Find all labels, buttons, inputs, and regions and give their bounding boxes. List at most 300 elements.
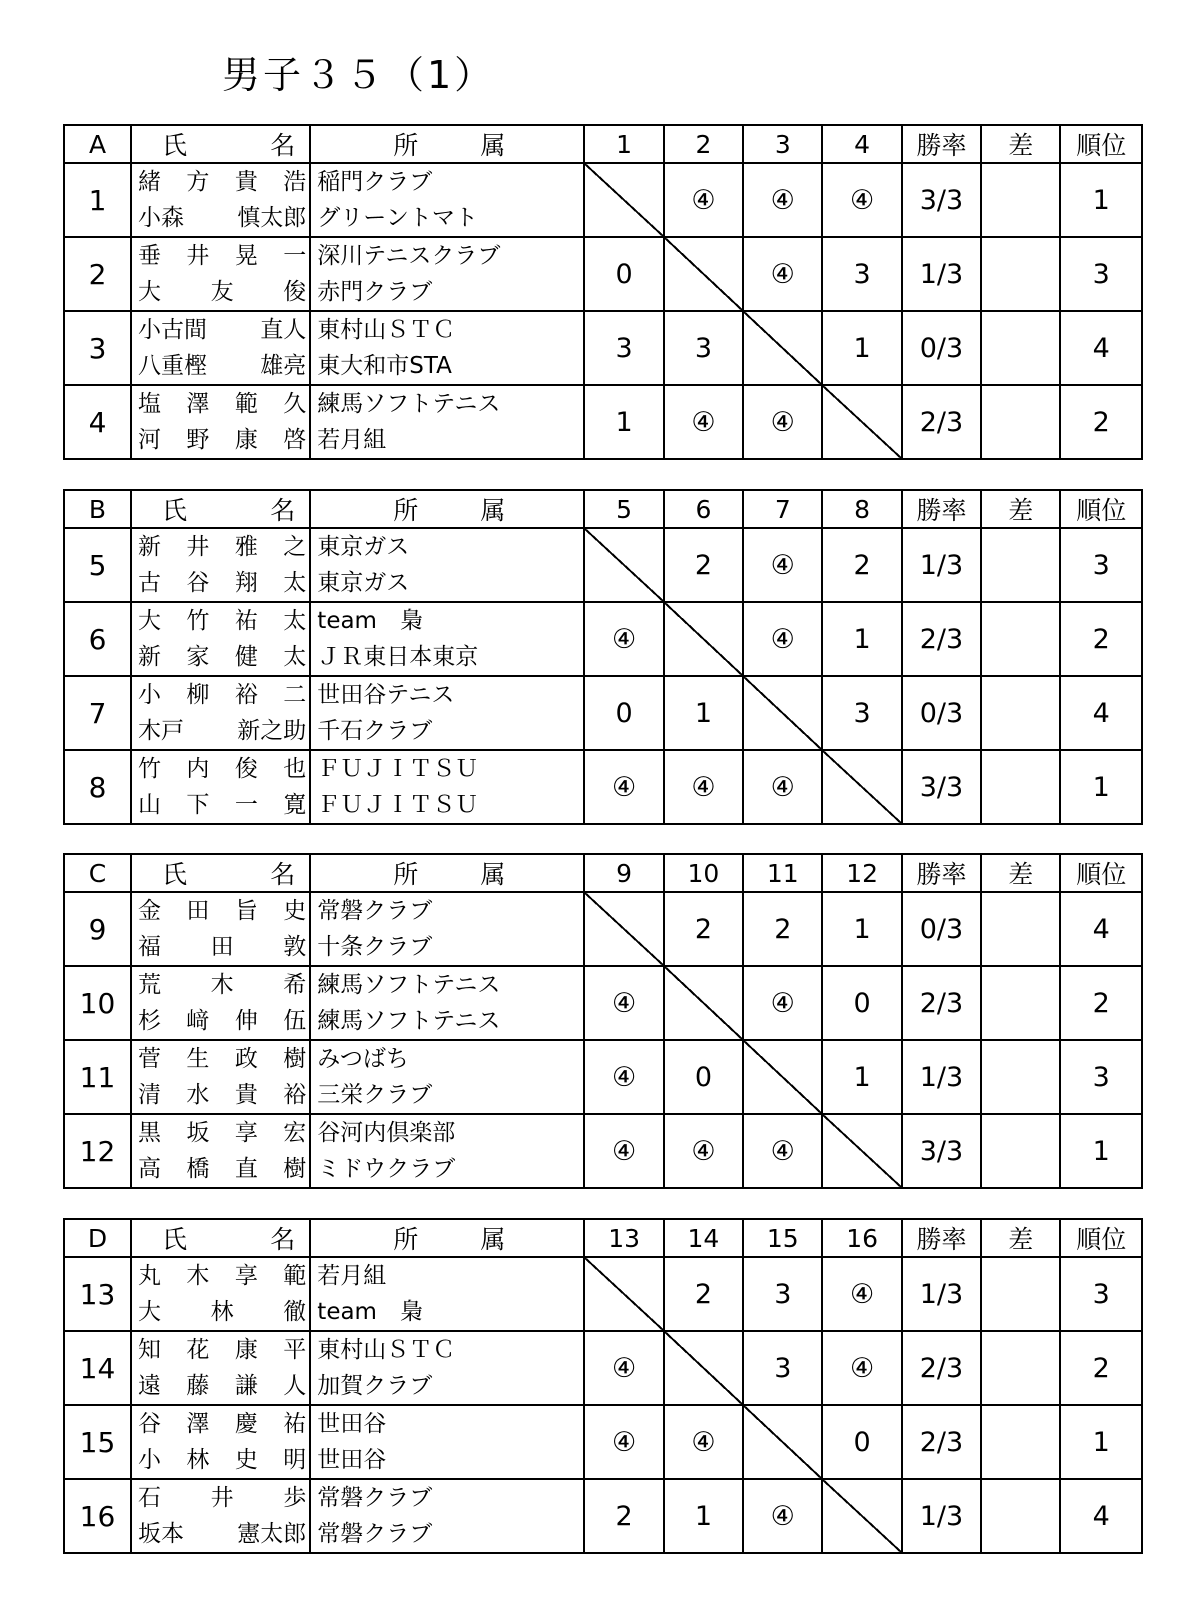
- affiliation: 深川テニスクラブ: [317, 243, 501, 269]
- affiliation: みつばち: [317, 1046, 409, 1072]
- name-part: 伍: [283, 1008, 307, 1034]
- affiliation: 世田谷: [317, 1411, 387, 1437]
- name-part: 谷: [137, 1411, 161, 1437]
- affiliation: 稲門クラブ: [317, 169, 433, 195]
- affiliation: 十条クラブ: [317, 934, 433, 960]
- name-header: [131, 490, 310, 528]
- pair-affiliations: [310, 163, 584, 237]
- match-result: 0: [822, 966, 901, 1040]
- group-table-d: [63, 1218, 1143, 1554]
- player-name: [132, 1516, 309, 1552]
- pair-names: [131, 676, 310, 750]
- pair-number: 13: [64, 1257, 131, 1331]
- name-part: 井: [210, 1485, 234, 1511]
- affiliation: 練馬ソフトテニス: [317, 391, 501, 417]
- name-part: 史: [283, 898, 307, 924]
- name-part: 享: [234, 1263, 258, 1289]
- pair-names: [131, 311, 310, 385]
- affiliation: 練馬ソフトテニス: [317, 1008, 501, 1034]
- group-label: C: [64, 854, 131, 892]
- player-name: [132, 1077, 309, 1113]
- rank-header: 順位: [1060, 490, 1142, 528]
- win-rate: 3/3: [902, 1114, 981, 1188]
- name-header: [131, 854, 310, 892]
- pair-names: [131, 1114, 310, 1188]
- diff-value: [981, 1040, 1060, 1114]
- name-part: 﨑: [186, 1008, 210, 1034]
- match-result: 1: [822, 602, 901, 676]
- name-part: 貴: [234, 1082, 258, 1108]
- player-row: [64, 1331, 1142, 1405]
- affiliation: team 梟: [317, 1299, 423, 1325]
- win-rate: 1/3: [902, 1479, 981, 1553]
- opponent-col-header: 7: [743, 490, 822, 528]
- player-name: [132, 274, 309, 310]
- player-name: [132, 677, 309, 713]
- affiliation: グリーントマト: [317, 205, 478, 231]
- win-rate: 2/3: [902, 385, 981, 459]
- player-name: [132, 1294, 309, 1330]
- name-header-b: 名: [270, 1225, 296, 1254]
- pair-number: 6: [64, 602, 131, 676]
- name-part: 希: [283, 972, 307, 998]
- name-part: 小古間: [137, 317, 207, 343]
- win-rate: 2/3: [902, 1331, 981, 1405]
- name-part: 竹: [186, 608, 210, 634]
- match-result: 1: [584, 385, 663, 459]
- name-part: 荒: [137, 972, 161, 998]
- diff-value: [981, 676, 1060, 750]
- pair-number: 9: [64, 892, 131, 966]
- diff-header: 差: [981, 490, 1060, 528]
- match-result: ④: [584, 966, 663, 1040]
- name-part: 生: [186, 1046, 210, 1072]
- player-name: [132, 348, 309, 384]
- name-part: 家: [186, 644, 210, 670]
- name-part: 小: [137, 1447, 161, 1473]
- affiliation-header-b: 属: [480, 131, 506, 160]
- header-row: [64, 854, 1142, 892]
- pair-affiliations: [310, 676, 584, 750]
- name-part: 二: [283, 682, 307, 708]
- affiliation-header-a: 所: [393, 860, 419, 889]
- name-part: 平: [283, 1337, 307, 1363]
- pair-number: 11: [64, 1040, 131, 1114]
- pair-affiliations: [310, 1257, 584, 1331]
- match-result: 2: [664, 528, 743, 602]
- name-part: 慶: [234, 1411, 258, 1437]
- name-part: 方: [186, 169, 210, 195]
- match-result: ④: [664, 385, 743, 459]
- name-part: 一: [283, 243, 307, 269]
- player-row: [64, 311, 1142, 385]
- name-part: 塩: [137, 391, 161, 417]
- name-part: 野: [186, 427, 210, 453]
- match-result: ④: [664, 1114, 743, 1188]
- name-part: 坂本: [137, 1521, 184, 1547]
- rank-value: 2: [1060, 966, 1142, 1040]
- opponent-col-header: 6: [664, 490, 743, 528]
- name-part: 新: [137, 534, 161, 560]
- name-part: 橋: [186, 1156, 210, 1182]
- affiliation: ＪＲ東日本東京: [317, 644, 479, 670]
- pair-names: [131, 966, 310, 1040]
- player-row: [64, 966, 1142, 1040]
- opponent-col-header: 13: [584, 1219, 663, 1257]
- player-row: [64, 1479, 1142, 1553]
- diff-header: 差: [981, 125, 1060, 163]
- player-name: [132, 422, 309, 458]
- player-name: [132, 1332, 309, 1368]
- name-header-a: 氏: [161, 1225, 187, 1254]
- name-part: 慎太郎: [237, 205, 307, 231]
- match-result: 1: [822, 1040, 901, 1114]
- group-table-c: [63, 853, 1143, 1189]
- pair-names: [131, 750, 310, 824]
- match-result: 3: [664, 311, 743, 385]
- name-part: 一: [234, 792, 258, 818]
- name-part: 範: [234, 391, 258, 417]
- name-part: 八重樫: [137, 353, 207, 379]
- pair-names: [131, 385, 310, 459]
- pair-names: [131, 602, 310, 676]
- name-part: 人: [283, 1373, 307, 1399]
- match-result: 3: [584, 311, 663, 385]
- match-result: 1: [822, 311, 901, 385]
- affiliation: 常磐クラブ: [317, 1485, 433, 1511]
- match-result: ④: [584, 1405, 663, 1479]
- affiliation: 常磐クラブ: [317, 1521, 433, 1547]
- opponent-col-header: 16: [822, 1219, 901, 1257]
- affiliation: 練馬ソフトテニス: [317, 972, 501, 998]
- diff-value: [981, 163, 1060, 237]
- name-part: 木: [210, 972, 234, 998]
- diagonal-cell: [822, 1114, 901, 1188]
- match-result: ④: [584, 1331, 663, 1405]
- name-part: 直人: [260, 317, 307, 343]
- affiliation: 東村山ＳＴＣ: [317, 1337, 456, 1363]
- rank-value: 3: [1060, 1040, 1142, 1114]
- name-part: 雄亮: [260, 353, 307, 379]
- match-result: ④: [743, 1114, 822, 1188]
- player-row: [64, 892, 1142, 966]
- group-table-a: [63, 124, 1143, 460]
- name-part: 藤: [186, 1373, 210, 1399]
- name-part: 俊: [234, 756, 258, 782]
- affiliation: 谷河内倶楽部: [317, 1120, 456, 1146]
- match-result: 2: [664, 1257, 743, 1331]
- player-name: [132, 713, 309, 749]
- rank-value: 4: [1060, 676, 1142, 750]
- diff-value: [981, 892, 1060, 966]
- diagonal-cell: [822, 385, 901, 459]
- pair-names: [131, 528, 310, 602]
- diagonal-cell: [743, 311, 822, 385]
- win-rate: 1/3: [902, 528, 981, 602]
- win-rate-header: 勝率: [902, 854, 981, 892]
- match-result: ④: [584, 1040, 663, 1114]
- player-row: [64, 1257, 1142, 1331]
- opponent-col-header: 5: [584, 490, 663, 528]
- name-header-a: 氏: [161, 496, 187, 525]
- player-row: [64, 385, 1142, 459]
- affiliation: 三栄クラブ: [317, 1082, 433, 1108]
- player-name: [132, 603, 309, 639]
- name-part: 敦: [283, 934, 307, 960]
- name-part: 杉: [137, 1008, 161, 1034]
- name-part: 裕: [234, 682, 258, 708]
- diagonal-cell: [664, 1331, 743, 1405]
- name-part: 花: [186, 1337, 210, 1363]
- pair-names: [131, 1257, 310, 1331]
- diff-value: [981, 528, 1060, 602]
- affiliation-header-b: 属: [480, 860, 506, 889]
- name-part: 小森: [137, 205, 184, 231]
- pair-affiliations: [310, 966, 584, 1040]
- rank-value: 1: [1060, 163, 1142, 237]
- player-row: [64, 1405, 1142, 1479]
- player-name: [132, 565, 309, 601]
- diagonal-cell: [664, 966, 743, 1040]
- affiliation: 赤門クラブ: [317, 279, 433, 305]
- name-header: [131, 1219, 310, 1257]
- affiliation: 東大和市STA: [317, 353, 452, 379]
- name-part: 竹: [137, 756, 161, 782]
- win-rate: 0/3: [902, 311, 981, 385]
- rank-value: 4: [1060, 892, 1142, 966]
- diff-header: 差: [981, 854, 1060, 892]
- rank-value: 2: [1060, 602, 1142, 676]
- win-rate: 1/3: [902, 1257, 981, 1331]
- pair-names: [131, 1331, 310, 1405]
- affiliation-header: [310, 854, 584, 892]
- name-part: 康: [234, 427, 258, 453]
- player-name: [132, 200, 309, 236]
- win-rate: 2/3: [902, 602, 981, 676]
- affiliation: ミドウクラブ: [317, 1156, 456, 1182]
- opponent-col-header: 8: [822, 490, 901, 528]
- rank-header: 順位: [1060, 125, 1142, 163]
- match-result: ④: [664, 163, 743, 237]
- diff-value: [981, 602, 1060, 676]
- name-part: 坂: [186, 1120, 210, 1146]
- group-table-b: [63, 489, 1143, 825]
- win-rate: 2/3: [902, 966, 981, 1040]
- diagonal-cell: [822, 750, 901, 824]
- match-result: ④: [743, 237, 822, 311]
- affiliation: 若月組: [317, 427, 387, 453]
- opponent-col-header: 4: [822, 125, 901, 163]
- group-label: A: [64, 125, 131, 163]
- name-part: 祐: [283, 1411, 307, 1437]
- match-result: ④: [584, 602, 663, 676]
- opponent-col-header: 14: [664, 1219, 743, 1257]
- player-name: [132, 967, 309, 1003]
- match-result: 3: [822, 676, 901, 750]
- affiliation: 東京ガス: [317, 570, 410, 596]
- name-part: 太: [283, 644, 307, 670]
- name-part: 貴: [234, 169, 258, 195]
- match-result: ④: [584, 750, 663, 824]
- pair-names: [131, 892, 310, 966]
- rank-value: 2: [1060, 1331, 1142, 1405]
- name-part: 福: [137, 934, 161, 960]
- player-name: [132, 1406, 309, 1442]
- diff-value: [981, 385, 1060, 459]
- diagonal-cell: [584, 1257, 663, 1331]
- affiliation: 加賀クラブ: [317, 1373, 433, 1399]
- match-result: 0: [584, 237, 663, 311]
- name-part: 金: [137, 898, 161, 924]
- win-rate-header: 勝率: [902, 125, 981, 163]
- name-part: 清: [137, 1082, 161, 1108]
- group-label: B: [64, 490, 131, 528]
- pair-affiliations: [310, 602, 584, 676]
- name-part: 新之助: [237, 718, 307, 744]
- diff-value: [981, 966, 1060, 1040]
- name-part: 遠: [137, 1373, 161, 1399]
- win-rate: 1/3: [902, 1040, 981, 1114]
- name-header-b: 名: [270, 496, 296, 525]
- name-part: 伸: [234, 1008, 258, 1034]
- opponent-col-header: 12: [822, 854, 901, 892]
- affiliation-header-a: 所: [393, 496, 419, 525]
- pair-names: [131, 163, 310, 237]
- name-part: 小: [137, 682, 161, 708]
- player-name: [132, 1258, 309, 1294]
- diff-value: [981, 1405, 1060, 1479]
- name-part: 水: [186, 1082, 210, 1108]
- match-result: 2: [743, 892, 822, 966]
- opponent-col-header: 9: [584, 854, 663, 892]
- match-result: 1: [822, 892, 901, 966]
- pair-affiliations: [310, 528, 584, 602]
- name-part: 之: [283, 534, 307, 560]
- name-part: 大: [137, 279, 161, 305]
- affiliation: 世田谷テニス: [317, 682, 455, 708]
- affiliation: 東村山ＳＴＣ: [317, 317, 456, 343]
- affiliation: ＦＵＪＩＴＳＵ: [317, 756, 479, 782]
- player-name: [132, 1480, 309, 1516]
- match-result: ④: [743, 966, 822, 1040]
- player-name: [132, 312, 309, 348]
- opponent-col-header: 3: [743, 125, 822, 163]
- rank-header: 順位: [1060, 854, 1142, 892]
- match-result: 0: [664, 1040, 743, 1114]
- diff-value: [981, 311, 1060, 385]
- rank-value: 4: [1060, 311, 1142, 385]
- pair-number: 5: [64, 528, 131, 602]
- affiliation: 常磐クラブ: [317, 898, 433, 924]
- rank-value: 3: [1060, 528, 1142, 602]
- pair-names: [131, 1040, 310, 1114]
- name-header-b: 名: [270, 860, 296, 889]
- match-result: 1: [664, 1479, 743, 1553]
- rank-value: 3: [1060, 237, 1142, 311]
- pair-number: 12: [64, 1114, 131, 1188]
- win-rate: 1/3: [902, 237, 981, 311]
- rank-value: 1: [1060, 1405, 1142, 1479]
- name-part: 澤: [186, 1411, 210, 1437]
- name-part: 下: [186, 792, 210, 818]
- player-name: [132, 164, 309, 200]
- name-part: 大: [137, 608, 161, 634]
- match-result: 2: [664, 892, 743, 966]
- name-part: 木戸: [137, 718, 184, 744]
- affiliation-header: [310, 1219, 584, 1257]
- pair-number: 14: [64, 1331, 131, 1405]
- affiliation-header-b: 属: [480, 1225, 506, 1254]
- pair-number: 1: [64, 163, 131, 237]
- name-part: 林: [186, 1447, 210, 1473]
- match-result: ④: [822, 1257, 901, 1331]
- opponent-col-header: 10: [664, 854, 743, 892]
- win-rate-header: 勝率: [902, 1219, 981, 1257]
- pair-names: [131, 1479, 310, 1553]
- diff-value: [981, 750, 1060, 824]
- player-name: [132, 1041, 309, 1077]
- diagonal-cell: [743, 1040, 822, 1114]
- match-result: ④: [664, 750, 743, 824]
- diff-value: [981, 1479, 1060, 1553]
- pair-number: 10: [64, 966, 131, 1040]
- affiliation: team 梟: [317, 608, 423, 634]
- name-part: 林: [210, 1299, 234, 1325]
- affiliation: 若月組: [317, 1263, 387, 1289]
- rank-value: 1: [1060, 1114, 1142, 1188]
- player-name: [132, 893, 309, 929]
- page-title: 男子３５（1）: [222, 53, 496, 97]
- affiliation-header: [310, 490, 584, 528]
- player-name: [132, 1368, 309, 1404]
- player-name: [132, 1115, 309, 1151]
- match-result: ④: [743, 528, 822, 602]
- name-part: 明: [283, 1447, 307, 1473]
- match-result: ④: [822, 163, 901, 237]
- diff-value: [981, 237, 1060, 311]
- affiliation-header-a: 所: [393, 1225, 419, 1254]
- rank-header: 順位: [1060, 1219, 1142, 1257]
- player-name: [132, 529, 309, 565]
- rank-value: 2: [1060, 385, 1142, 459]
- name-part: 旨: [234, 898, 258, 924]
- name-part: 雅: [234, 534, 258, 560]
- diagonal-cell: [584, 163, 663, 237]
- win-rate: 0/3: [902, 676, 981, 750]
- name-part: 範: [283, 1263, 307, 1289]
- win-rate: 0/3: [902, 892, 981, 966]
- name-part: 徹: [283, 1299, 307, 1325]
- pair-number: 7: [64, 676, 131, 750]
- pair-number: 8: [64, 750, 131, 824]
- name-part: 木: [186, 1263, 210, 1289]
- name-part: 享: [234, 1120, 258, 1146]
- match-result: ④: [584, 1114, 663, 1188]
- name-part: 寛: [283, 792, 307, 818]
- name-part: 祐: [234, 608, 258, 634]
- rank-value: 1: [1060, 750, 1142, 824]
- name-part: 井: [186, 243, 210, 269]
- pair-affiliations: [310, 385, 584, 459]
- name-part: 裕: [283, 1082, 307, 1108]
- affiliation-header-a: 所: [393, 131, 419, 160]
- name-part: 啓: [283, 427, 307, 453]
- name-part: 俊: [283, 279, 307, 305]
- name-part: 新: [137, 644, 161, 670]
- name-part: 井: [186, 534, 210, 560]
- affiliation-header: [310, 125, 584, 163]
- player-name: [132, 639, 309, 675]
